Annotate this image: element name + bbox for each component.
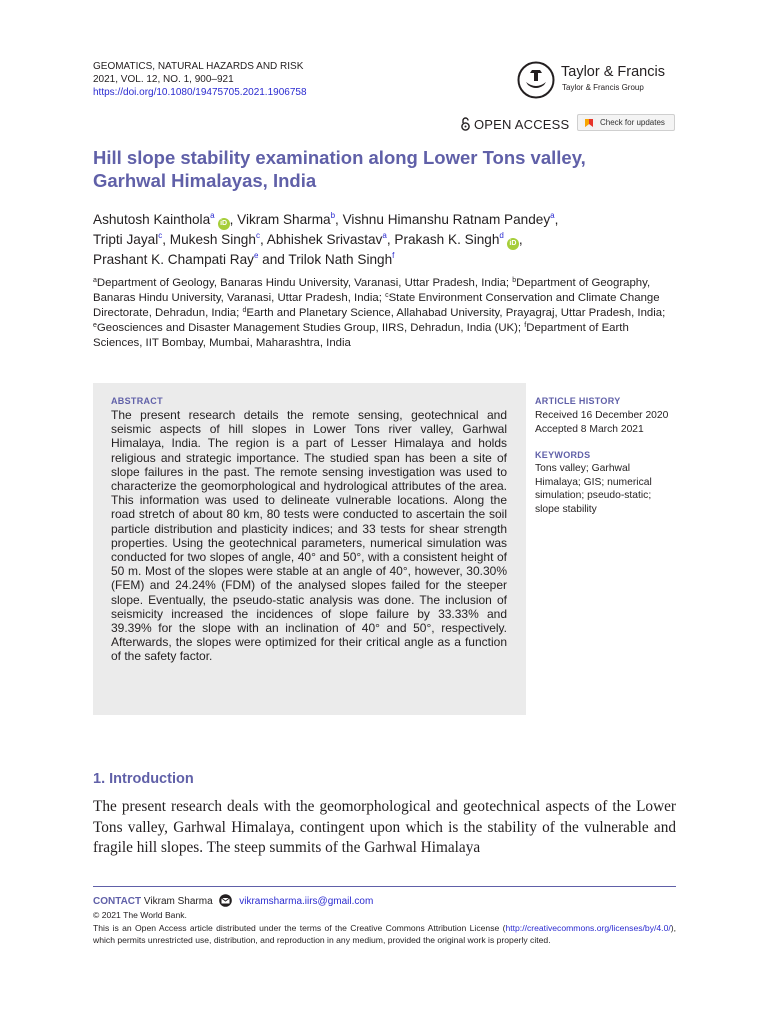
author-entry[interactable]: Prashant K. Champati Ray$^e$ and xyxy=(93,251,289,267)
affiliation-b: Department of Geography, Banaras Hindu University, Varanasi, Uttar Pradesh, India; xyxy=(93,277,651,304)
affiliations: $^a$Department of Geology, Banaras Hindu University, Varanasi, Uttar Pradesh, India; $^b$Department of Geography, Banaras Hindu University, Varanasi, Uttar Pradesh, India; $^c$State Environment Conservation and Climate Change Directorate, Dehradun, India; $^d$Earth and Planetary Science, Allahabad University, Prayagraj, Uttar Pradesh, India; $^e$Geosciences and Disaster Management Studies Group, IIRS, Dehradun, India (UK); $^f$Department of Earth Sciences, IIT Bombay, Mumbai, Maharashtra, India xyxy=(93,277,666,349)
affiliation-d: Earth and Planetary Science, Allahabad University, Prayagraj, Uttar Pradesh, India; xyxy=(246,307,666,319)
orcid-icon[interactable]: iD xyxy=(507,238,519,250)
author-entry[interactable]: Mukesh Singh$^c$, xyxy=(169,231,267,247)
check-for-updates-label: Check for updates xyxy=(600,118,665,127)
envelope-icon xyxy=(218,894,233,907)
license-text: This is an Open Access article distributed under the terms of the Creative Commons Attribution License (http://creativecommons.org/licenses/by/4.0/), which permits unrestricted use, distribution, and reproduction in any medium, provided the original work is properly cited. xyxy=(93,923,676,945)
paper-title xyxy=(93,146,693,192)
keywords-heading: KEYWORDS xyxy=(535,450,591,460)
keywords-text: Tons valley; Garhwal Himalaya; GIS; numerical simulation; pseudo-static; slope stability xyxy=(535,463,652,515)
journal-name: GEOMATICS, NATURAL HAZARDS AND RISK xyxy=(93,61,304,72)
section-heading: 1. Introduction xyxy=(93,771,194,787)
license-link[interactable]: http://creativecommons.org/licenses/by/4.0/ xyxy=(505,923,671,933)
author-entry[interactable]: Ashutosh Kainthola$^a$iD , xyxy=(93,212,237,227)
introduction-text: The present research deals with the geomorphological and geotechnical aspects of the Lower Tons valley, Garhwal Himalaya, contingent upon which is the stability of the vulnerable and fragile hill slopes. The steep summits of the Garhwal Himalaya xyxy=(93,798,676,857)
author-entry[interactable]: Trilok Nath Singh$^f$ xyxy=(288,251,395,267)
author-entry[interactable]: Abhishek Srivastav$^a$, xyxy=(266,231,395,247)
doi-link[interactable]: https://doi.org/10.1080/19475705.2021.1906758 xyxy=(93,87,307,98)
contact-label: CONTACT xyxy=(93,896,142,907)
affiliation-e: Geosciences and Disaster Management Studies Group, IIRS, Dehradun, India (UK); xyxy=(96,322,525,334)
abstract-heading: ABSTRACT xyxy=(111,396,163,406)
update-badge-icon xyxy=(582,117,596,129)
article-history-heading: ARTICLE HISTORY xyxy=(535,396,621,406)
taylor-francis-logo-icon xyxy=(516,60,556,100)
article-history xyxy=(535,409,675,436)
title-line-1: Hill slope stability examination along Lower Tons valley, xyxy=(93,147,586,168)
publisher-sub: Taylor & Francis Group xyxy=(562,83,644,92)
open-lock-icon xyxy=(461,117,470,131)
orcid-icon[interactable]: iD xyxy=(218,218,230,230)
open-access-label: OPEN ACCESS xyxy=(474,117,570,132)
footer-divider xyxy=(93,886,676,887)
contact-email-link[interactable]: vikramsharma.iirs@gmail.com xyxy=(239,896,374,907)
author-entry[interactable]: Prakash K. Singh$^d$iD , xyxy=(394,232,522,247)
received-date: Received 16 December 2020 xyxy=(535,410,669,421)
affiliation-c: State Environment Conservation and Climate Change Directorate, Dehradun, India; xyxy=(93,292,660,319)
check-for-updates-button[interactable] xyxy=(577,114,675,131)
author-list xyxy=(93,210,683,270)
copyright: © 2021 The World Bank. xyxy=(93,910,187,920)
title-line-2: Garhwal Himalayas, India xyxy=(93,170,317,191)
affiliation-a: Department of Geology, Banaras Hindu University, Varanasi, Uttar Pradesh, India; xyxy=(96,277,513,289)
affiliation-f: Department of Earth Sciences, IIT Bombay, Mumbai, Maharashtra, India xyxy=(93,322,629,349)
author-entry[interactable]: Vishnu Himanshu Ratnam Pandey$^a$, xyxy=(342,211,559,227)
abstract-text: The present research details the remote sensing, geotechnical and seismic aspects of hill slopes in Lower Tons river valley, Garhwal Himalaya, India. The region is a part of Lesser Himalaya and holds religious and strategic importance. The studied span has been a site of slope failures in the past. The remote sensing investigation was used to characterize the geomorphological and hydrological attributes of the area. This information was used to delineate vulnerable locations. Along the road stretch of about 80 km, 80 tests were conducted to ascertain the soil particle distribution and plasticity indices; and 33 tests for shear strength properties. Using the geotechnical parameters, numerical simulation was conducted for two slopes of angle, 40° and 50°, with a consistent height of 50 m. Most of the slopes were stable at an angle of 40°, however, 30.30% (FEM) and 24.24% (FDM) of the analysed slopes failed for the steeper slope. Eventually, the pseudo-static analysis was done. The inclusion of seismicity increased the incidences of slope failure by 33.33% and 39.39% for the slope with an inclination of 40° and 50°, respectively. Afterwards, the slopes were optimized for their critical angle as a function of the safety factor. xyxy=(111,408,507,664)
contact-line xyxy=(93,894,373,907)
journal-header xyxy=(93,60,307,99)
open-access-badge xyxy=(461,117,569,132)
volume-line: 2021, VOL. 12, NO. 1, 900–921 xyxy=(93,74,234,85)
contact-name: Vikram Sharma xyxy=(143,896,213,907)
author-entry[interactable]: Vikram Sharma$^b$, xyxy=(237,211,343,227)
author-entry[interactable]: Tripti Jayal$^c$, xyxy=(93,231,170,247)
accepted-date: Accepted 8 March 2021 xyxy=(535,423,644,435)
publisher-name: Taylor & Francis xyxy=(561,64,665,80)
